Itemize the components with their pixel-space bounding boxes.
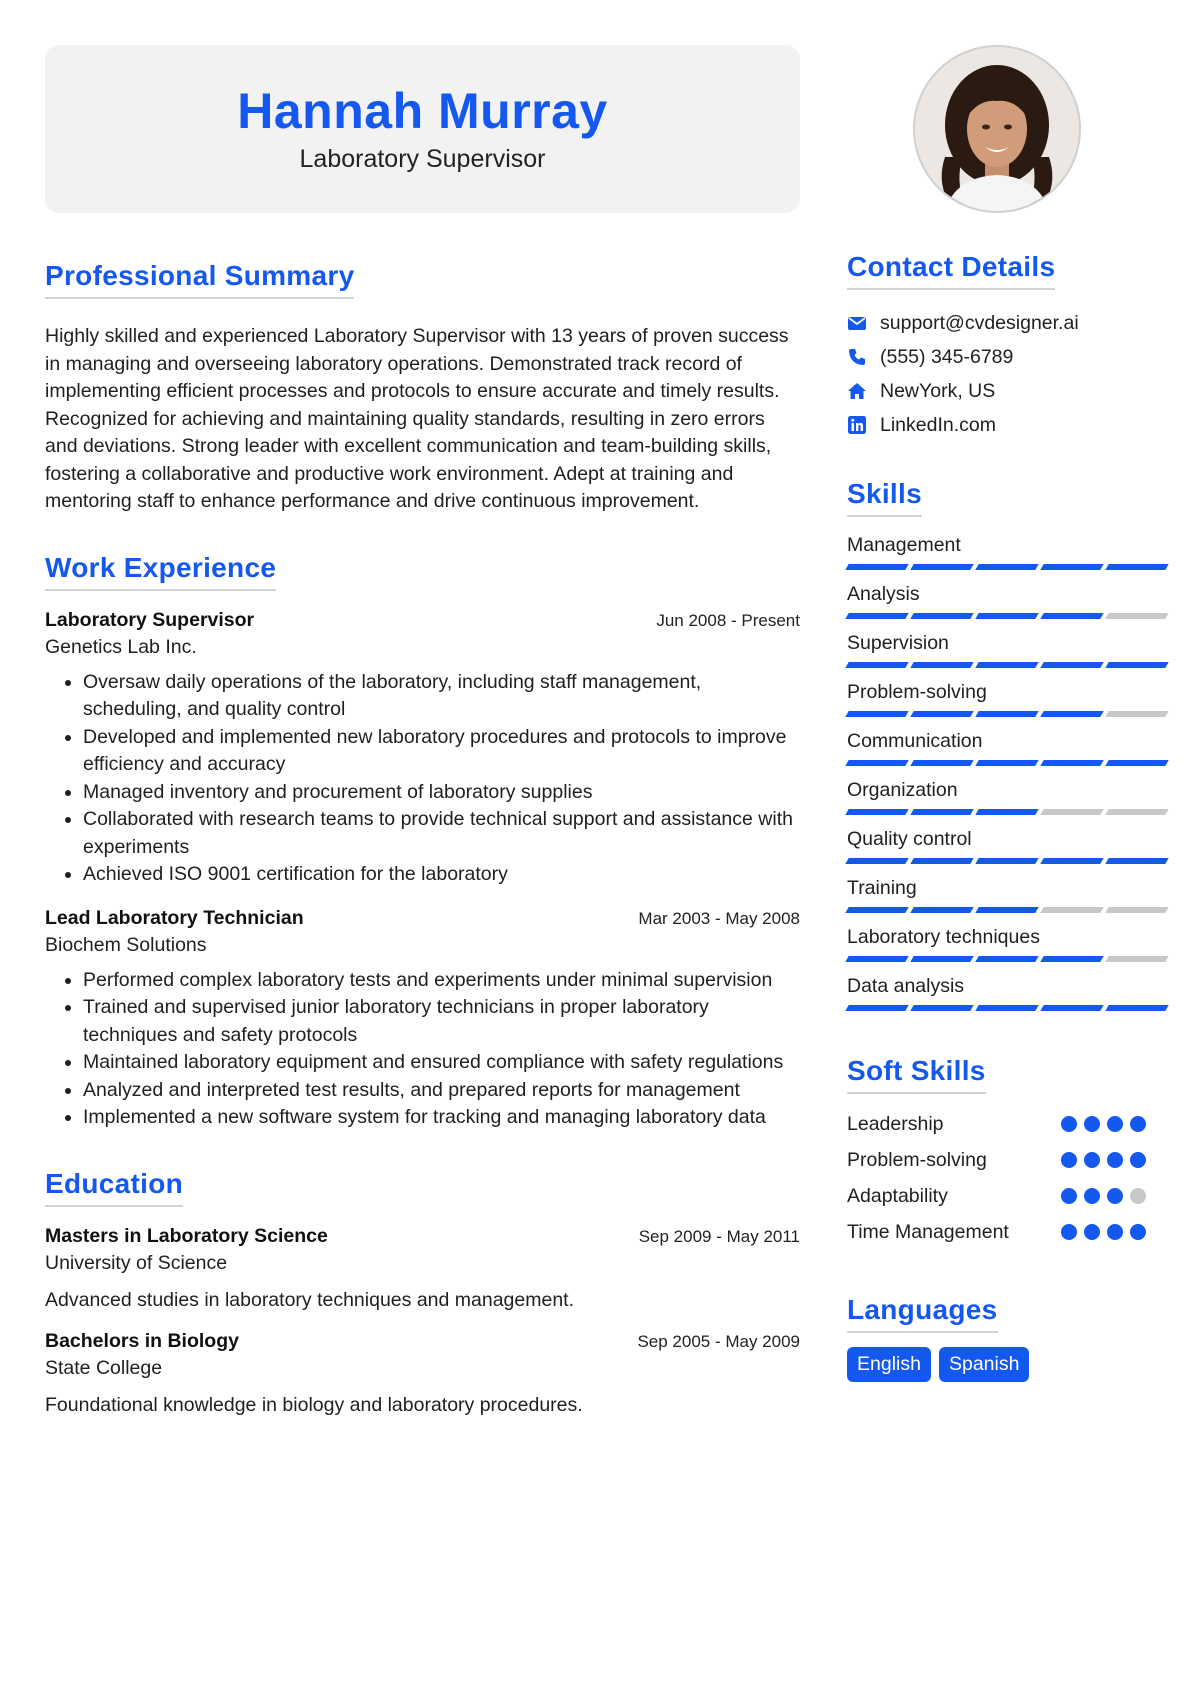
skill-level-segment <box>845 564 908 570</box>
skill-item <box>847 825 1172 864</box>
skill-level-segment <box>975 1005 1038 1011</box>
skill-level-segment <box>1105 1005 1168 1011</box>
skill-level-bar <box>847 760 1172 766</box>
work-list <box>45 609 800 1132</box>
soft-skill-item <box>847 1178 1172 1214</box>
soft-skill-level-dots <box>1061 1188 1146 1204</box>
soft-skill-name: Leadership <box>847 1112 944 1135</box>
home-icon <box>847 381 867 401</box>
job-bullet: • Maintained laboratory equipment and ensured compliance with safety regulations <box>83 1049 800 1077</box>
job-bullet: • Collaborated with research teams to provide technical support and assistance with experiments <box>83 806 800 861</box>
skill-level-segment <box>1040 613 1103 619</box>
skill-level-segment <box>910 907 973 913</box>
skill-level-segment <box>910 613 973 619</box>
soft-skill-dot <box>1130 1116 1146 1132</box>
skill-level-segment <box>975 662 1038 668</box>
skill-level-segment <box>845 760 908 766</box>
job-bullet: • Trained and supervised junior laboratory technicians in proper laboratory techniques and safety protocols <box>83 994 800 1049</box>
skill-item <box>847 972 1172 1011</box>
job-company: Genetics Lab Inc. <box>45 635 197 658</box>
phone-icon <box>847 347 867 367</box>
job-bullet: • Performed complex laboratory tests and experiments under minimal supervision <box>83 967 800 995</box>
skill-level-bar <box>847 1005 1172 1011</box>
education-degree: Bachelors in Biology <box>45 1329 239 1352</box>
skill-item <box>847 874 1172 913</box>
job-title: Lead Laboratory Technician <box>45 906 304 929</box>
skill-level-segment <box>845 662 908 668</box>
skill-level-segment <box>910 858 973 864</box>
skill-level-segment <box>1105 907 1168 913</box>
skill-level-segment <box>1105 613 1168 619</box>
skill-level-segment <box>1040 956 1103 962</box>
education-entry <box>45 1225 800 1312</box>
contact-location <box>847 374 1172 408</box>
skill-name: Data analysis <box>847 975 965 997</box>
soft-skill-item <box>847 1106 1172 1142</box>
skill-level-segment <box>1105 662 1168 668</box>
job-header <box>45 907 800 930</box>
soft-skill-dot <box>1130 1224 1146 1240</box>
language-badge: English <box>847 1347 931 1382</box>
education-description: Foundational knowledge in biology and laboratory procedures. <box>45 1393 583 1416</box>
skill-level-bar <box>847 711 1172 717</box>
soft-skill-dot <box>1130 1188 1146 1204</box>
skill-level-segment <box>1040 564 1103 570</box>
skill-level-segment <box>975 907 1038 913</box>
skill-name: Analysis <box>847 583 920 605</box>
linkedin-icon <box>847 415 867 435</box>
skill-level-segment <box>910 956 973 962</box>
skill-level-segment <box>1105 858 1168 864</box>
languages-heading: Languages <box>847 1294 998 1333</box>
skill-level-bar <box>847 809 1172 815</box>
candidate-name: Hannah Murray <box>237 83 608 139</box>
soft-skill-level-dots <box>1061 1224 1146 1240</box>
job-company: Biochem Solutions <box>45 933 207 956</box>
skill-level-segment <box>910 1005 973 1011</box>
skill-level-segment <box>845 711 908 717</box>
job-entry <box>45 907 800 1132</box>
skills-heading: Skills <box>847 478 922 517</box>
skill-item <box>847 776 1172 815</box>
soft-skill-dot <box>1061 1224 1077 1240</box>
soft-skills-list <box>847 1106 1172 1250</box>
education-entry <box>45 1330 800 1417</box>
job-entry <box>45 609 800 889</box>
contact-phone[interactable] <box>847 340 1172 374</box>
skill-name: Problem-solving <box>847 681 987 703</box>
work-heading: Work Experience <box>45 552 276 591</box>
job-bullet: • Oversaw daily operations of the laboratory, including staff management, scheduling, and quality control <box>83 669 800 724</box>
skill-level-bar <box>847 662 1172 668</box>
education-heading: Education <box>45 1168 183 1207</box>
education-school: University of Science <box>45 1251 228 1274</box>
soft-skill-dot <box>1084 1116 1100 1132</box>
skill-level-segment <box>975 613 1038 619</box>
skill-level-bar <box>847 858 1172 864</box>
skills-list <box>847 531 1172 1011</box>
summary-text: Highly skilled and experienced Laboratory Supervisor with 13 years of proven success in managing and overseeing laboratory operations. Demonstrated track record of implementing efficient processes and protocols to ensure accurate and timely results. Recognized for achieving and maintaining quality standards, resulting in zero errors and deviations. Strong leader with excellent communication and team-building skills, fostering a collaborative and productive work environment. Adept at training and mentoring staff to enhance performance and drive continuous improvement. <box>45 325 789 512</box>
education-degree: Masters in Laboratory Science <box>45 1224 328 1247</box>
soft-skill-dot <box>1084 1224 1100 1240</box>
skill-name: Supervision <box>847 632 949 654</box>
skill-level-segment <box>845 809 908 815</box>
education-date: Sep 2009 - May 2011 <box>638 1226 800 1246</box>
education-description: Advanced studies in laboratory techniques and management. <box>45 1288 575 1311</box>
job-title: Laboratory Supervisor <box>45 608 255 631</box>
education-header <box>45 1330 800 1353</box>
contact-linkedin[interactable] <box>847 408 1172 442</box>
envelope-icon <box>847 313 867 333</box>
education-header <box>45 1225 800 1248</box>
skill-level-segment <box>1040 858 1103 864</box>
skill-item <box>847 923 1172 962</box>
skill-level-segment <box>975 858 1038 864</box>
soft-skill-dot <box>1084 1188 1100 1204</box>
skill-item <box>847 727 1172 766</box>
side-column <box>847 45 1172 1382</box>
skill-level-segment <box>1105 809 1168 815</box>
skill-level-segment <box>1040 662 1103 668</box>
contact-phone-text: (555) 345-6789 <box>880 345 1014 368</box>
education-list <box>45 1225 800 1417</box>
soft-skill-item <box>847 1142 1172 1178</box>
skill-name: Management <box>847 534 961 556</box>
job-date: Jun 2008 - Present <box>656 610 800 630</box>
skill-level-bar <box>847 613 1172 619</box>
skill-level-segment <box>910 760 973 766</box>
language-badge: Spanish <box>939 1347 1029 1382</box>
skill-level-bar <box>847 564 1172 570</box>
skill-level-segment <box>1105 956 1168 962</box>
skill-item <box>847 678 1172 717</box>
job-bullet: • Managed inventory and procurement of laboratory supplies <box>83 779 800 807</box>
skill-level-segment <box>1105 564 1168 570</box>
header-box <box>45 45 800 213</box>
skill-level-segment <box>1040 711 1103 717</box>
soft-skill-dot <box>1084 1152 1100 1168</box>
skill-name: Training <box>847 877 917 899</box>
languages-list <box>847 1347 1172 1382</box>
skill-level-segment <box>1105 760 1168 766</box>
soft-skill-dot <box>1107 1188 1123 1204</box>
skill-level-segment <box>1040 760 1103 766</box>
skill-level-segment <box>975 760 1038 766</box>
soft-skill-dot <box>1061 1188 1077 1204</box>
job-bullet: • Developed and implemented new laboratory procedures and protocols to improve efficiency and accuracy <box>83 724 800 779</box>
soft-skill-dot <box>1130 1152 1146 1168</box>
main-column <box>45 45 800 1417</box>
skill-level-segment <box>910 809 973 815</box>
soft-skill-dot <box>1107 1152 1123 1168</box>
contact-location-text: NewYork, US <box>880 379 996 402</box>
soft-skill-name: Time Management <box>847 1220 1009 1243</box>
skill-name: Communication <box>847 730 983 752</box>
soft-skill-item <box>847 1214 1172 1250</box>
skill-level-segment <box>910 711 973 717</box>
skill-level-segment <box>975 711 1038 717</box>
soft-skill-level-dots <box>1061 1116 1146 1132</box>
education-school: State College <box>45 1356 163 1379</box>
job-header <box>45 609 800 632</box>
soft-skill-name: Problem-solving <box>847 1148 987 1171</box>
job-bullet: • Implemented a new software system for tracking and managing laboratory data <box>83 1104 800 1132</box>
soft-skill-dot <box>1107 1116 1123 1132</box>
soft-skill-dot <box>1061 1116 1077 1132</box>
skill-level-segment <box>975 809 1038 815</box>
skill-level-segment <box>975 564 1038 570</box>
job-bullet: • Achieved ISO 9001 certification for the laboratory <box>83 861 800 889</box>
contact-email-text: support@cvdesigner.ai <box>880 311 1079 334</box>
soft-skill-level-dots <box>1061 1152 1146 1168</box>
skill-name: Laboratory techniques <box>847 926 1040 948</box>
skill-level-segment <box>910 662 973 668</box>
avatar <box>915 47 1079 211</box>
job-bullet: • Analyzed and interpreted test results, and prepared reports for management <box>83 1077 800 1105</box>
skill-level-segment <box>1040 907 1103 913</box>
profile-photo <box>913 45 1081 213</box>
skill-item <box>847 629 1172 668</box>
soft-skills-heading: Soft Skills <box>847 1055 986 1094</box>
job-bullets <box>45 669 800 889</box>
job-bullets <box>45 967 800 1132</box>
skill-name: Organization <box>847 779 958 801</box>
skill-level-segment <box>1040 1005 1103 1011</box>
skill-level-segment <box>1105 711 1168 717</box>
skill-level-segment <box>845 613 908 619</box>
contact-email[interactable] <box>847 306 1172 340</box>
skill-level-segment <box>845 956 908 962</box>
education-date: Sep 2005 - May 2009 <box>637 1331 800 1351</box>
skill-level-segment <box>845 1005 908 1011</box>
summary-heading: Professional Summary <box>45 260 354 299</box>
skill-item <box>847 531 1172 570</box>
skill-item <box>847 580 1172 619</box>
soft-skill-dot <box>1107 1224 1123 1240</box>
skill-level-segment <box>845 907 908 913</box>
skill-name: Quality control <box>847 828 972 850</box>
candidate-role: Laboratory Supervisor <box>299 145 546 173</box>
skill-level-segment <box>845 858 908 864</box>
contact-heading: Contact Details <box>847 251 1055 290</box>
contact-linkedin-text: LinkedIn.com <box>880 413 996 436</box>
soft-skill-dot <box>1061 1152 1077 1168</box>
skill-level-segment <box>910 564 973 570</box>
skill-level-segment <box>975 956 1038 962</box>
skill-level-segment <box>1040 809 1103 815</box>
contact-list <box>847 306 1172 442</box>
soft-skill-name: Adaptability <box>847 1184 948 1207</box>
job-date: Mar 2003 - May 2008 <box>638 908 800 928</box>
skill-level-bar <box>847 956 1172 962</box>
skill-level-bar <box>847 907 1172 913</box>
